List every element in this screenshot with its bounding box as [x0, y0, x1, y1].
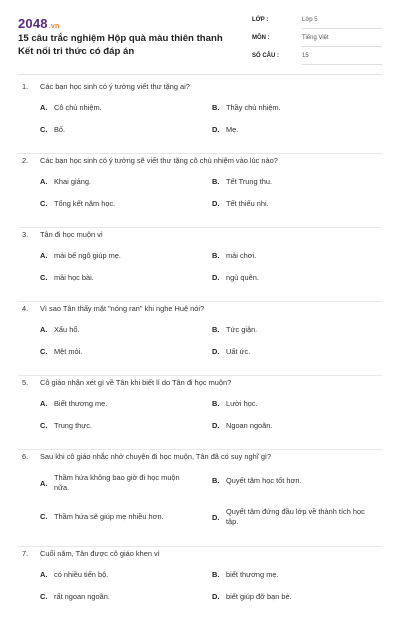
option-text: Cô chủ nhiệm. — [54, 103, 102, 112]
option-text: Uất ức. — [226, 347, 251, 356]
question-number: 3. — [22, 230, 29, 239]
option-text: Ngoan ngoãn. — [226, 421, 273, 430]
question-list — [18, 80, 382, 620]
question-body: Tân đi học muộn vì — [40, 230, 103, 239]
meta-row-subject — [252, 34, 382, 52]
option-letter: B. — [212, 570, 220, 579]
question-item — [18, 154, 382, 228]
question-body: Cô giáo nhận xét gì về Tân khi biết lí do Tân đi học muộn? — [40, 378, 232, 387]
option-letter: D. — [212, 421, 220, 430]
meta-row-class — [252, 16, 382, 34]
question-body: Các bạn học sinh có ý tưởng sẽ viết thư tặng cô chủ nhiệm vào lúc nào? — [40, 156, 278, 165]
option-letter: D. — [212, 347, 220, 356]
option-letter: B. — [212, 177, 220, 186]
option-letter: A. — [40, 479, 48, 488]
question-item — [18, 302, 382, 376]
option-text: ngủ quên. — [226, 273, 259, 282]
option-letter: B. — [212, 103, 220, 112]
option-text: biết giúp đỡ bạn bè. — [226, 592, 292, 601]
option-text: Thầm hứa không bao giờ đi học muộn nữa. — [54, 473, 180, 492]
question-item — [18, 450, 382, 547]
option-text: Quyết tâm học tốt hơn. — [226, 476, 302, 485]
option-letter: A. — [40, 570, 48, 579]
option-letter: C. — [40, 125, 48, 134]
option-text: Lười học. — [226, 399, 258, 408]
header-divider — [18, 74, 382, 75]
question-body: Sau khi cô giáo nhắc nhở chuyện đi học muộn, Tân đã có suy nghĩ gì? — [40, 452, 272, 461]
question-number: 1. — [22, 82, 29, 91]
option-letter: B. — [212, 399, 220, 408]
option-letter: C. — [40, 273, 48, 282]
option-letter: A. — [40, 251, 48, 260]
option-letter: A. — [40, 103, 48, 112]
meta-value: Lớp 5 — [302, 17, 382, 29]
option-text: Biết thương mẹ. — [54, 399, 108, 408]
question-item — [18, 80, 382, 154]
option-text: Khai giảng. — [54, 177, 91, 186]
option-text: Tết thiếu nhi. — [226, 199, 269, 208]
meta-value: Tiếng Việt — [302, 35, 382, 47]
question-body: Vì sao Tân thấy mặt "nóng ran" khi nghe Huệ nói? — [40, 304, 205, 313]
option-text: mải chơi. — [226, 251, 257, 260]
option-text: mải bế ngô giúp mẹ. — [54, 251, 121, 260]
question-item — [18, 547, 382, 620]
option-text: Xấu hổ. — [54, 325, 80, 334]
meta-info — [252, 16, 382, 70]
meta-key: SỐ CÂU : — [252, 53, 279, 59]
option-letter: A. — [40, 399, 48, 408]
question-number: 5. — [22, 378, 29, 387]
option-text: Mẹ. — [226, 125, 239, 134]
option-text: Thầm hứa sẽ giúp mẹ nhiều hơn. — [54, 512, 164, 521]
question-body: Các bạn học sinh có ý tưởng viết thư tặng ai? — [40, 82, 190, 91]
question-item — [18, 376, 382, 450]
question-number: 2. — [22, 156, 29, 165]
option-letter: D. — [212, 125, 220, 134]
document-title: 15 câu trắc nghiệm Hộp quà màu thiên thanh Kết nối tri thức có đáp án — [18, 33, 223, 57]
question-text — [22, 378, 231, 388]
meta-key: LỚP : — [252, 17, 269, 23]
option-text: Mệt mỏi. — [54, 347, 83, 356]
site-logo[interactable] — [18, 16, 59, 31]
option-letter: C. — [40, 347, 48, 356]
option-letter: C. — [40, 592, 48, 601]
logo-main-text: 2048 — [18, 16, 48, 31]
option-text: Tức giận. — [226, 325, 258, 334]
option-letter: B. — [212, 325, 220, 334]
option-text: biết thương mẹ. — [226, 570, 279, 579]
meta-key: MÔN : — [252, 35, 270, 41]
option-letter: B. — [212, 251, 220, 260]
option-letter: D. — [212, 273, 220, 282]
question-item — [18, 228, 382, 302]
option-letter: D. — [212, 592, 220, 601]
question-number: 4. — [22, 304, 29, 313]
logo-suffix: .vn — [48, 23, 60, 30]
question-text — [22, 549, 160, 559]
option-letter: C. — [40, 421, 48, 430]
meta-value: 15 — [302, 53, 382, 65]
option-text: Thầy chủ nhiệm. — [226, 103, 281, 112]
option-letter: D. — [212, 513, 220, 522]
question-text — [22, 304, 204, 314]
question-text — [22, 452, 271, 462]
question-number: 7. — [22, 549, 29, 558]
question-text — [22, 156, 278, 166]
option-letter: C. — [40, 199, 48, 208]
option-text: Tết Trung thu. — [226, 177, 273, 186]
option-letter: A. — [40, 177, 48, 186]
question-number: 6. — [22, 452, 29, 461]
question-text — [22, 82, 190, 92]
option-letter: A. — [40, 325, 48, 334]
option-letter: B. — [212, 476, 220, 485]
meta-row-count — [252, 52, 382, 70]
option-text: Quyết tâm đứng đầu lớp về thành tích học tập. — [226, 507, 365, 526]
option-text: Tổng kết năm học. — [54, 199, 116, 208]
option-letter: D. — [212, 199, 220, 208]
option-text: có nhiều tiến bộ. — [54, 570, 109, 579]
question-body: Cuối năm, Tân được cô giáo khen vì — [40, 549, 160, 558]
option-text: Trung thực. — [54, 421, 92, 430]
option-text: Bố. — [54, 125, 66, 134]
option-text: rất ngoan ngoãn. — [54, 592, 110, 601]
option-text: mải học bài. — [54, 273, 94, 282]
worksheet-header — [18, 14, 382, 76]
option-letter: C. — [40, 512, 48, 521]
question-text — [22, 230, 103, 240]
